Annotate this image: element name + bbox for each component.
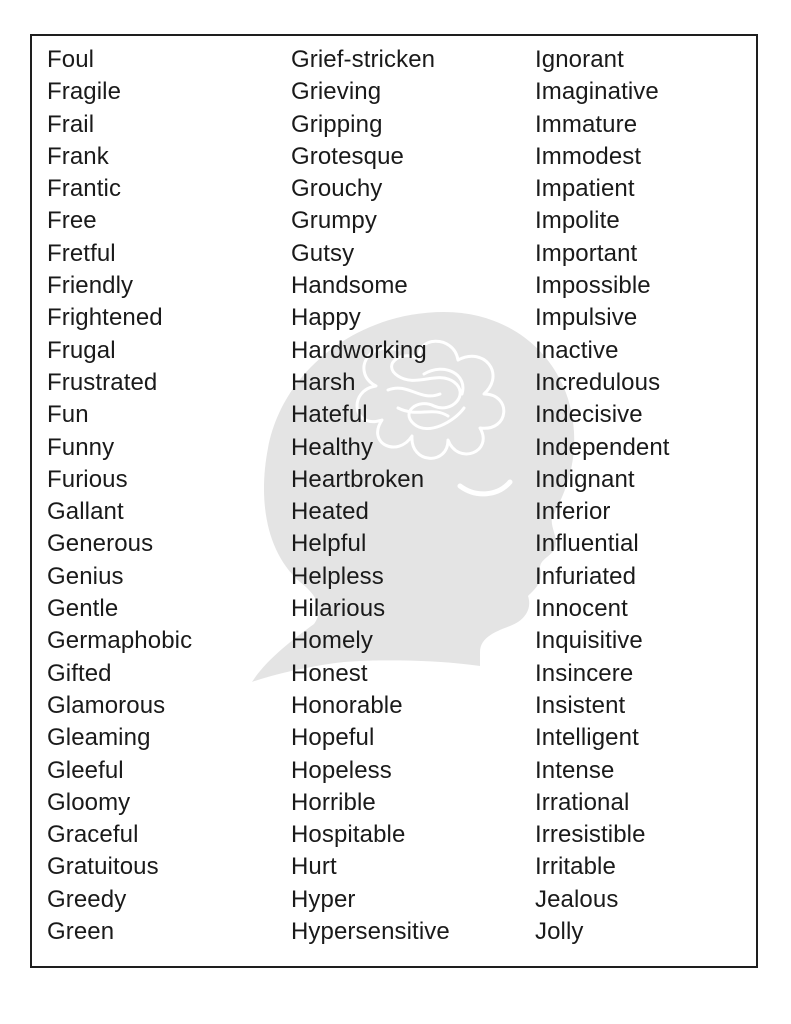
word-list-item: Frugal: [47, 336, 116, 364]
word-list-item: Frank: [47, 142, 109, 170]
word-list-item: Funny: [47, 433, 115, 461]
word-list-item: Inquisitive: [535, 627, 643, 655]
word-list-item: Green: [47, 918, 115, 946]
word-list-item: Gifted: [47, 659, 112, 687]
word-list-item: Frightened: [47, 304, 163, 332]
word-list-item: Harsh: [291, 368, 356, 396]
word-list-item: Intelligent: [535, 724, 639, 752]
word-list-item: Healthy: [291, 433, 374, 461]
word-list-item: Grieving: [291, 78, 382, 106]
word-list-item: Impossible: [535, 272, 651, 300]
word-list-item: Gloomy: [47, 788, 131, 816]
word-list-item: Gripping: [291, 110, 383, 138]
word-list-item: Horrible: [291, 788, 376, 816]
word-list-item: Incredulous: [535, 368, 661, 396]
word-list-item: Homely: [291, 627, 373, 655]
word-list-item: Honest: [291, 659, 368, 687]
word-list-item: Indecisive: [535, 401, 643, 429]
word-list-item: Hurt: [291, 853, 337, 881]
word-list-item: Graceful: [47, 821, 139, 849]
word-list-item: Free: [47, 207, 97, 235]
word-list-item: Frail: [47, 110, 95, 138]
word-list-item: Helpless: [291, 562, 384, 590]
word-list-item: Intense: [535, 756, 615, 784]
word-list-item: Generous: [47, 530, 154, 558]
word-list-item: Influential: [535, 530, 639, 558]
word-list-item: Independent: [535, 433, 670, 461]
word-list-item: Hypersensitive: [291, 918, 450, 946]
word-list-item: Genius: [47, 562, 124, 590]
word-list-item: Hyper: [291, 885, 356, 913]
word-list-item: Gutsy: [291, 239, 355, 267]
word-list-item: Imaginative: [535, 78, 659, 106]
word-column-g-h: [291, 44, 450, 948]
word-list-item: Friendly: [47, 272, 134, 300]
word-list-item: Immature: [535, 110, 638, 138]
word-list-item: Heartbroken: [291, 465, 425, 493]
word-list-item: Indignant: [535, 465, 635, 493]
word-list-item: Greedy: [47, 885, 127, 913]
word-list-item: Fun: [47, 401, 89, 429]
word-list-item: Honorable: [291, 691, 403, 719]
word-list-item: Insincere: [535, 659, 634, 687]
word-list-item: Hospitable: [291, 821, 406, 849]
word-list-item: Hopeless: [291, 756, 392, 784]
word-list-item: Hateful: [291, 401, 368, 429]
word-list-item: Happy: [291, 304, 361, 332]
word-list-item: Gleeful: [47, 756, 124, 784]
word-list-item: Handsome: [291, 272, 408, 300]
word-list-item: Important: [535, 239, 638, 267]
word-list-item: Impulsive: [535, 304, 638, 332]
word-list-item: Jealous: [535, 885, 619, 913]
word-list-item: Grouchy: [291, 175, 383, 203]
word-list-item: Glamorous: [47, 691, 166, 719]
word-list-item: Frustrated: [47, 368, 158, 396]
word-list-item: Grotesque: [291, 142, 404, 170]
word-list-item: Gleaming: [47, 724, 151, 752]
word-list-item: Grumpy: [291, 207, 377, 235]
word-list-item: Germaphobic: [47, 627, 193, 655]
word-column-f-g: [47, 44, 192, 948]
word-column-i-j: [535, 44, 670, 948]
word-list-item: Impolite: [535, 207, 620, 235]
word-list-item: Irresistible: [535, 821, 646, 849]
word-list-item: Frantic: [47, 175, 122, 203]
word-list-item: Grief-stricken: [291, 46, 436, 73]
word-list-item: Furious: [47, 465, 128, 493]
word-list-item: Heated: [291, 498, 369, 526]
word-list-item: Gentle: [47, 595, 119, 623]
word-list-item: Inactive: [535, 336, 619, 364]
word-list-item: Impatient: [535, 175, 635, 203]
word-list-item: Inferior: [535, 498, 611, 526]
word-list-item: Gratuitous: [47, 853, 159, 881]
word-list-item: Fretful: [47, 239, 116, 267]
word-list-item: Insistent: [535, 691, 626, 719]
word-list-item: Immodest: [535, 142, 642, 170]
word-list-item: Hopeful: [291, 724, 375, 752]
word-list-item: Infuriated: [535, 562, 637, 590]
word-list-item: Helpful: [291, 530, 367, 558]
word-list-item: Innocent: [535, 595, 628, 623]
word-list-item: Gallant: [47, 498, 124, 526]
word-list-item: Hilarious: [291, 595, 386, 623]
word-list-item: Irrational: [535, 788, 630, 816]
word-list-item: Fragile: [47, 78, 122, 106]
word-list-item: Jolly: [535, 918, 584, 946]
word-list-item: Ignorant: [535, 46, 624, 73]
word-list-item: Irritable: [535, 853, 616, 881]
word-list-item: Hardworking: [291, 336, 427, 364]
word-list-item: Foul: [47, 46, 95, 73]
